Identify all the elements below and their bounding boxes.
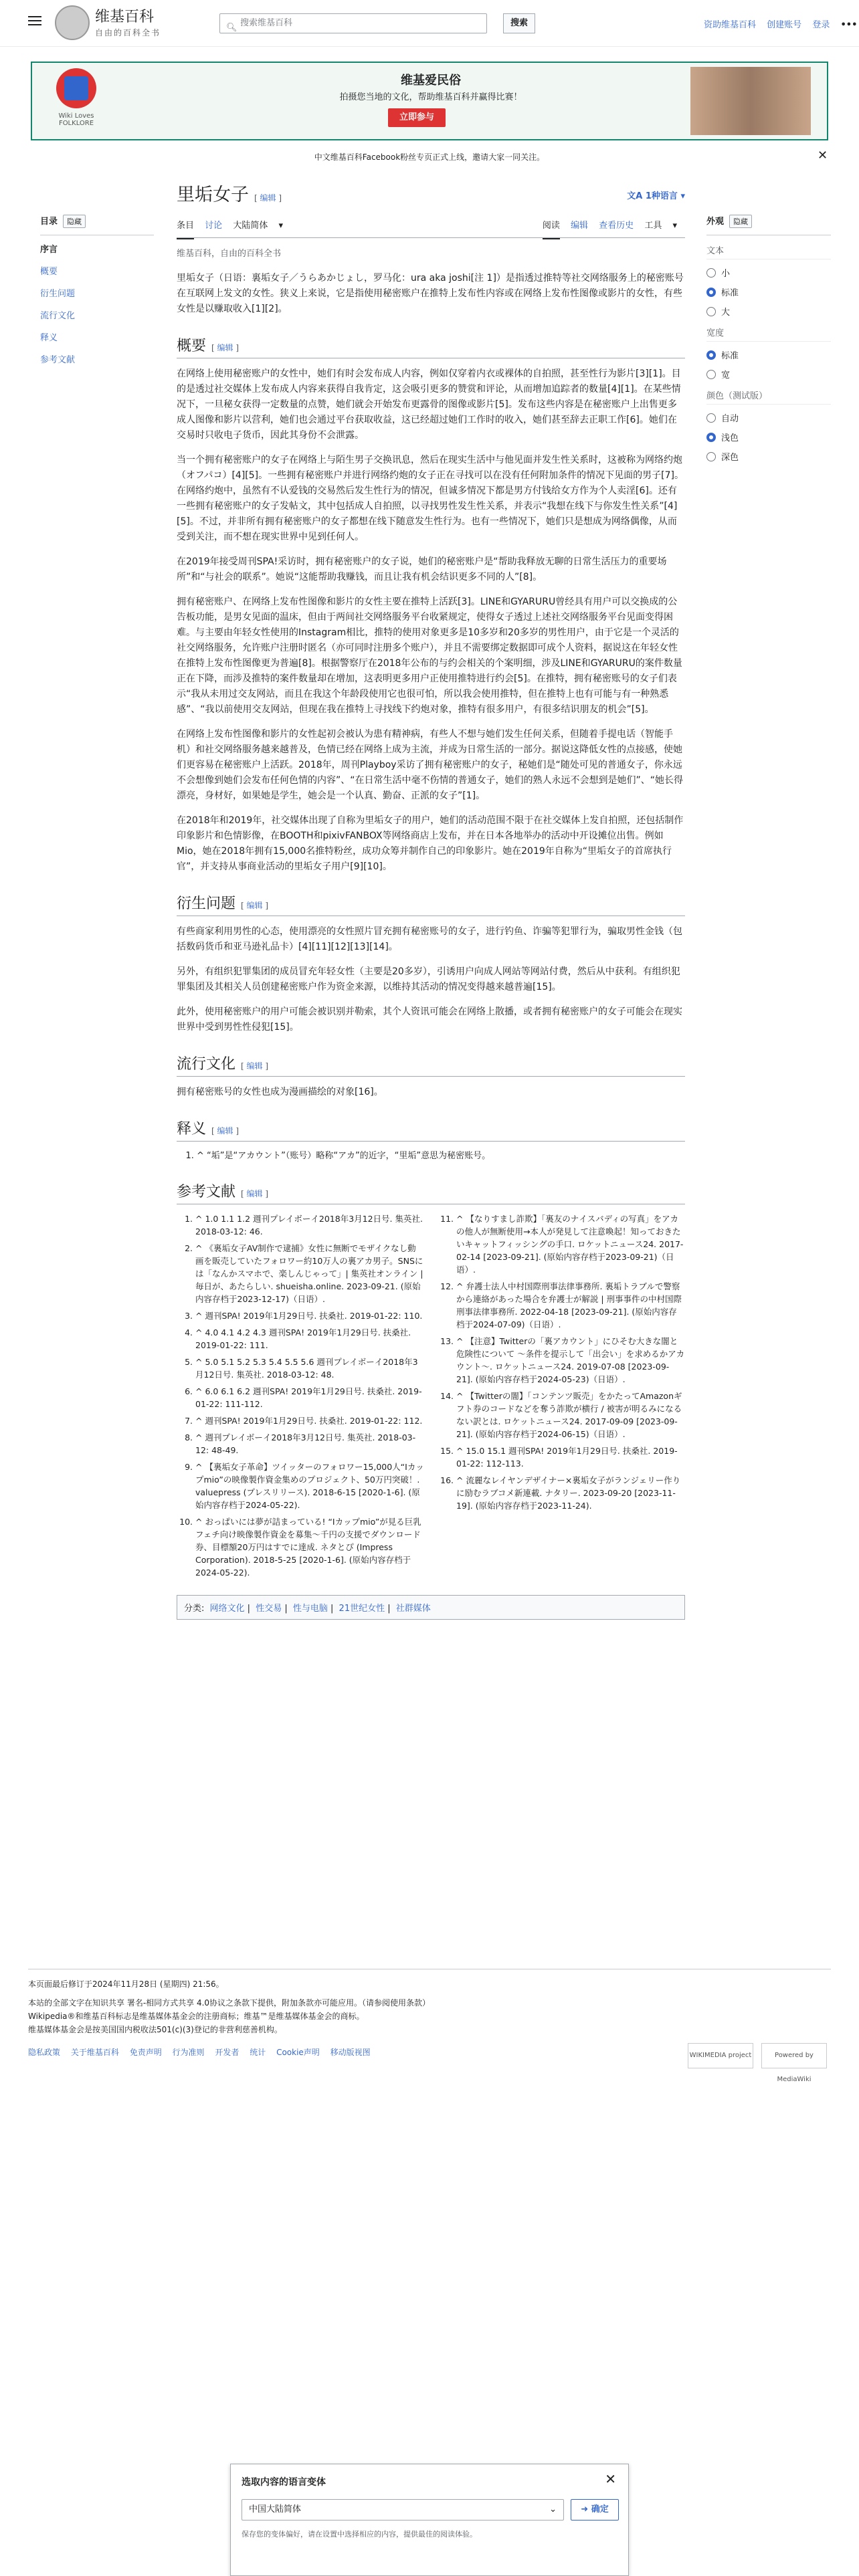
paragraph: 在网络上发布性图像和影片的女性起初会被认为患有精神病，有些人不想与她们发生任何关系，但随着手提电话（智能手机）和社交网络服务越来越普及，色情已经在网络上成为主流，并成为日常生活的一部分。据说这降低女性的点接感，使她们更容易在秘密账户上活跃。2018年，周刊Playboy采访了拥有秘密账户的女子，秘她们是“随处可见的普通女子，你永远不会想像到她们会发布任何色情的内容”、“在日常生活中毫不伤情的普通女子，她们的熟人永远不会想到是她们”、“她长得漂亮，身材好，如果她是学生，她会是一个认真、勤奋、正派的女子”[1]。	[177, 729, 684, 801]
note-item: 1. ^ “垢”是“アカウント”（账号）略称“アカ”的近字，“里垢”意思为秘密账号。	[197, 1150, 685, 1163]
site-notice: 中文维基百科Facebook粉丝专页正式上线，邀请大家一同关注。	[314, 152, 545, 162]
confirm-button[interactable]: ➜ 确定	[571, 2499, 619, 2520]
paragraph: 拥有秘密账号的女性也成为漫画描绘的对象[16]。	[177, 1087, 383, 1097]
heading-text: 衍生问题	[177, 895, 236, 912]
variant-select[interactable]	[242, 2499, 564, 2520]
section-heading-notes	[177, 1117, 685, 1142]
logo-caption: Wiki Loves FOLKLORE	[58, 112, 94, 127]
text-size-small[interactable]	[706, 266, 831, 279]
toc-title: 目录	[40, 217, 58, 227]
tab-talk[interactable]: 讨论	[205, 221, 223, 231]
radio[interactable]	[706, 268, 716, 278]
trademark-text: Wikipedia®和维基百科标志是维基媒体基金会的注册商标；维基™是维基媒体基金会的商标。	[28, 2012, 365, 2021]
personal-links	[704, 17, 859, 30]
page-actions	[543, 214, 685, 239]
brand-slogan: 自由的百科全书	[95, 28, 161, 37]
brand-name[interactable]: 维基百科	[95, 9, 155, 25]
reference-item: 16. ^ 流麗なレイヤンデザイナー×裏垢女子がランジェリー作りに励むラブコメ新連載. ナタリー. 2023-09-20 [2023-11-19]. (原始内容存档于2023-11-24).	[456, 1474, 685, 1512]
title-row	[177, 181, 685, 210]
toc-hide-button[interactable]: 隐藏	[63, 215, 86, 228]
references-col-right	[438, 1212, 685, 1583]
option-label: 小	[721, 269, 731, 279]
appearance-hide-button[interactable]: 隐藏	[729, 215, 752, 228]
category-link[interactable]: 网络文化	[209, 1604, 245, 1614]
reference-item: 1. ^ 1.0 1.1 1.2 週刊プレイボーイ2018年3月12日号. 集英社. 2018-03-12: 46.	[195, 1212, 424, 1238]
title-edit: [ 编辑 ]	[254, 193, 282, 203]
option-label: 自动	[721, 414, 739, 424]
text-size-large[interactable]	[706, 305, 831, 318]
toc-item-culture[interactable]: 流行文化	[40, 311, 76, 321]
license-text: 本站的全部文字在知识共享 署名-相同方式共享 4.0协议之条款下提供，附加条款亦可能应用。（请参阅使用条款）	[28, 1998, 431, 2008]
reference-item: 15. ^ 15.0 15.1 週刊SPA! 2019年1月29日号. 扶桑社. 2019-01-22: 112-113.	[456, 1444, 685, 1470]
section-edit-link[interactable]: 编辑	[217, 343, 233, 352]
footer-link[interactable]: 开发者	[215, 2048, 240, 2057]
option-label: 浅色	[721, 433, 739, 443]
search-button[interactable]: 搜索	[503, 13, 535, 33]
reference-item: 11. ^ 【なりすまし詐欺】「裏友のナイスバディの写真」をアカの他人が無断使用→本人が発見して注意喚起！知っておきたいキャットフィッシングの手口. ロケットニュース24. 2017-02-14 [2023-09-21]. (原始内容存档于2023-09-21)（日语）.	[456, 1212, 685, 1276]
text-size-label: 文本	[706, 243, 831, 259]
reference-item: 10. ^ おっぱいには夢が詰まっている! “Iカップmio”が見る巨乳フェチ向け映像製作資金を募集〜千円の支援でダウンロード券、目標額20万円はすでに達成. ネタとぴ (Impress Corporation). 2018-5-25 [2020-1-6]. (原始内容存档于2024-05-22).	[195, 1515, 424, 1579]
paragraph: 有些商家利用男性的心态，使用漂亮的女性照片冒充拥有秘密账号的女子，进行钓鱼、诈骗等犯罪行为，骗取男性金钱（包括数码货币和亚马逊礼品卡）[4][11][12][13][14]。	[177, 926, 682, 952]
reference-item: 14. ^ 【Twitterの闇】「コンテンツ販売」をかたってAmazonギフト券のコードなどを奪う詐欺が横行 / 被害が明るみになるない訳とは. ロケットニュース24. 2017-09-09 [2023-09-21]. (原始内容存档于2024-06-15)（日语）.	[456, 1390, 685, 1440]
section-edit: [ 编辑 ]	[241, 901, 269, 910]
wikipedia-logo[interactable]	[55, 5, 90, 40]
appearance-title: 外观	[706, 217, 725, 227]
language-button[interactable]: 文A 1种语言 ▾	[627, 191, 685, 201]
page-tabs	[177, 214, 685, 238]
reference-item: 2. ^ 《裏垢女子AV制作で逮捕》女性に無断でモザイクなし動画を販売していたフォロワー約10万人の裏アカ男子。SNSには「なんかスマホで、楽しんじゃって」| 集英社オンライン | 毎日が、あたらしい. shueisha.online. 2023-09-21. (原始内容存档于2023-12-17)（日语）.	[195, 1242, 424, 1305]
tab-history[interactable]: 查看历史	[599, 221, 634, 231]
chevron-down-icon: ⌄	[549, 2504, 557, 2514]
width-wide[interactable]	[706, 368, 831, 381]
reference-item: 8. ^ 週刊プレイボーイ2018年3月12日号. 集英社. 2018-03-12: 48-49.	[195, 1431, 424, 1457]
footer-link[interactable]: 行为准则	[172, 2048, 205, 2057]
color-light[interactable]	[706, 431, 831, 443]
menu-icon[interactable]	[28, 16, 41, 25]
search-placeholder: 搜索维基百科	[240, 18, 293, 28]
reference-item: 6. ^ 6.0 6.1 6.2 週刊SPA! 2019年1月29日号. 扶桑社. 2019-01-22: 111-112.	[195, 1385, 424, 1410]
banner-title: 维基爱民俗	[401, 74, 461, 88]
create-account-link[interactable]: 创建账号	[767, 20, 802, 30]
title-text: 里垢女子	[177, 185, 249, 205]
text-size-standard[interactable]	[706, 286, 831, 298]
paragraph: 在2019年接受周刊SPA!采访时，拥有秘密账户的女子说，她们的秘密账户是“帮助我释放无聊的日常生活压力的重要场所”和“与社会的联系”。她说“这能帮助我赚钱，而且让我有机会结识更多不同的人”[8]。	[177, 556, 667, 582]
dialog-title: 选取内容的语言变体	[242, 2477, 326, 2488]
page-title	[177, 181, 685, 210]
notes-list	[177, 1150, 685, 1163]
foundation-text: 维基媒体基金会是按美国国内税收法501(c)(3)登记的非营利慈善机构。	[28, 2025, 282, 2034]
tab-edit[interactable]: 编辑	[571, 221, 589, 231]
radio[interactable]	[706, 370, 716, 379]
lead-paragraph: 里垢女子（日语：裏垢女子／うらあかじょし，罗马化：ura aka joshi[注 1]）是指透过推特等社交网络服务上的秘密账号在互联网上发文的女性。狭义上来说，它是指使用秘密账户在推特上发布性内容或在网络上发布性图像或影片的女性，有些女性是以赚取收入[1][2]。	[177, 273, 684, 314]
color-auto[interactable]	[706, 411, 831, 424]
table-of-contents	[40, 214, 154, 374]
dialog-hint: 保存您的变体偏好，请在设置中选择相应的内容，提供最佳的阅读体验。	[242, 2530, 477, 2539]
option-label: 大	[721, 308, 731, 318]
radio[interactable]	[706, 350, 716, 360]
section-edit: [ 编辑 ]	[211, 1126, 240, 1136]
section-edit-link[interactable]: 编辑	[246, 1189, 263, 1198]
paragraph: 另外，有组织犯罪集团的成员冒充年轻女性（主要是20多岁），引诱用户向成人网站等网站付费，然后从中获利。有组织犯罪集团及其相关人员创建秘密账户作为资金来源，以维持其活动的情况变得越来越普遍[15]。	[177, 966, 680, 992]
option-label: 宽	[721, 370, 731, 381]
article	[177, 181, 685, 1620]
category-link[interactable]: 性与电脑	[292, 1604, 328, 1614]
category-link[interactable]: 社群媒体	[395, 1604, 431, 1614]
section-edit: [ 编辑 ]	[211, 343, 240, 352]
appearance-header	[706, 214, 831, 235]
top-bar	[0, 0, 859, 47]
confirm-label: 确定	[591, 2504, 609, 2514]
color-dark[interactable]	[706, 450, 831, 463]
section-edit-link[interactable]: 编辑	[246, 1061, 263, 1071]
variant-dropdown[interactable]: 大陆简体 ▾	[233, 214, 283, 238]
section-heading-culture	[177, 1053, 685, 1077]
section-edit: [ 编辑 ]	[241, 1061, 269, 1071]
radio[interactable]	[706, 288, 716, 297]
width-label: 宽度	[706, 326, 831, 342]
participate-button[interactable]: 立即参与	[388, 108, 446, 127]
paragraph: 拥有秘密账户、在网络上发布性图像和影片的女性主要在推特上活跃[3]。LINE和GYARURU曾经具有用户可以交换成的公告板功能，是男女见面的温床，但由于两间社交网络服务平台收紧规定，使得女子透过上述社交网络服务平台见面变得困难。与主要由年轻女性使用的Instagram相比，推特的使用对象更多是10多岁和20多岁的男性用户，由于它是一个灵活的社交网络服务，允许账户注册时匿名（亦可同时注册多个账户），并且不需要绑定数据即可成个人资料，据说这在年轻女性在推特上发布性图像更为普遍[8]。根据警察厅在2018年公布的与约会相关的个案明细，涉及LINE和GYARURU的案件数量正在下降，而涉及推特的案件数量却在增加，这表明更多用户正使用推特进行约会[5]。在推特，拥有秘密账号的女子们表示“我从未用过交友网站，而且在我这个年龄段使用它也很可怕，所以我会使用推特，但在推特上也有可能与有一种熟悉感”、“我以前使用交友网站，但现在我在推特上寻找线下约炮对象，推特有很多用户，有很多结识朋友的机会”[5]。	[177, 597, 682, 715]
radio[interactable]	[706, 452, 716, 461]
wikimedia-badge[interactable]: WIKIMEDIA project	[688, 2043, 753, 2068]
toc-item-notes[interactable]: 释义	[40, 333, 58, 343]
close-icon[interactable]: ✕	[818, 148, 828, 163]
section-heading-overview	[177, 334, 685, 358]
footer-link[interactable]: Cookie声明	[276, 2048, 320, 2057]
mediawiki-badge[interactable]: Powered by MediaWiki	[761, 2043, 827, 2068]
paragraph: 在2018年和2019年，社交媒体出现了自称为里垢女子的用户，她们的活动范围不限于在社交媒体上发自拍照，还包括制作印象影片和色情影像，在BOOTH和pixivFANBOX等网络商店上发布，并在日本各地举办的活动中开设摊位出售。例如Mio，她在2018年拥有15,000名推特粉丝，成功众筹并制作自己的印象影片。她在2019年自称为“里垢女子的首席执行官”，并支持从事商业活动的里垢女子用户[9][10]。	[177, 815, 684, 872]
last-modified: 本页面最后修订于2024年11月28日 (星期四) 21:56。	[28, 1979, 224, 1989]
paragraph: 此外，使用秘密账户的用户可能会被识别并勒索，其个人资讯可能会在网络上散播，或者拥有秘密账户的女子可能会在现实世界中受到男性性侵犯[15]。	[177, 1006, 682, 1033]
category-box: 分类: 网络文化 | 性交易 | 性与电脑 | 21世纪女性 | 社群媒体	[177, 1595, 685, 1620]
campaign-banner	[31, 62, 828, 140]
section-edit: [ 编辑 ]	[241, 1189, 269, 1198]
color-label: 颜色（测试版）	[706, 389, 831, 405]
option-label: 深色	[721, 453, 739, 463]
section-edit-link[interactable]: 编辑	[217, 1126, 233, 1136]
paragraph: 当一个拥有秘密账户的女子在网络上与陌生男子交换讯息，然后在现实生活中与他见面并发生性关系时，这被称为网络约炮（オフパコ）[4][5]。一些拥有秘密账户并进行网络约炮的女子正在寻找可以在没有任何附加条件的情况下见面的男子[7]。在网络约炮中，虽然有不认爱钱的交易然后发生性行为的情况，但诚多情况下都是男方付钱给女方作为个人卖淫[6]。还有一些拥有秘密账户的女子发帖文，其中包括成人自拍照，以寻找男性发生性关系，并表示“我想在线下与你发生性关系”[4][5]。不过，并非所有拥有秘密账户的女子都想在线下随意发生性行为。也有一些情况下，她们只是想成为网络偶像，从而受到关注，而不想在现实世界中见到任何人。	[177, 455, 684, 542]
radio[interactable]	[706, 307, 716, 316]
category-link[interactable]: 性交易	[256, 1604, 282, 1614]
banner-subtitle: 拍摄您当地的文化，帮助维基百科并赢得比赛！	[339, 92, 522, 102]
login-link[interactable]: 登录	[812, 20, 830, 30]
selected-variant: 中国大陆简体	[249, 2504, 302, 2514]
reference-item: 13. ^ 【注意】Twitterの「裏アカウント」にひそむ大きな闇と危険性について 〜条件を提示して「出会い」を求めるかアカウント〜. ロケットニュース24. 2019-07-08 [2023-09-21]. (原始内容存档于2024-05-23)（日语）.	[456, 1335, 685, 1386]
footer-link[interactable]: 统计	[250, 2048, 266, 2057]
footer	[28, 1969, 831, 2083]
category-label: 分类:	[184, 1604, 205, 1614]
toc-item-intro[interactable]: 序言	[40, 245, 58, 255]
tab-read[interactable]: 阅读	[543, 214, 560, 239]
reference-item: 7. ^ 週刊SPA! 2019年1月29日号. 扶桑社. 2019-01-22: 112.	[195, 1414, 424, 1427]
radio[interactable]	[706, 433, 716, 442]
banner-photo	[690, 67, 811, 135]
appearance-panel	[706, 214, 831, 469]
reference-item: 4. ^ 4.0 4.1 4.2 4.3 週刊SPA! 2019年1月29日号. 扶桑社. 2019-01-22: 111.	[195, 1326, 424, 1352]
reference-item: 12. ^ 弁護士法人中村国際刑事法律事務所. 裏垢トラブルで警察から連絡があった場合を弁護士が解説 | 刑事事件の中村国際刑事法律事務所. 2022-04-18 [2023-09-21]. (原始内容存档于2024-07-09)（日语）.	[456, 1280, 685, 1331]
close-icon[interactable]: ✕	[605, 2471, 616, 2487]
search-input[interactable]	[219, 13, 487, 33]
section-edit-link[interactable]: 编辑	[246, 901, 263, 910]
radio[interactable]	[706, 413, 716, 423]
tools-dropdown[interactable]: 工具 ▾	[644, 214, 677, 238]
toc-item-references[interactable]: 参考文献	[40, 355, 76, 365]
references	[177, 1212, 685, 1583]
footer-link[interactable]: 免责声明	[129, 2048, 162, 2057]
site-sub: 维基百科，自由的百科全书	[177, 249, 282, 259]
reference-item: 3. ^ 週刊SPA! 2019年1月29日号. 扶桑社. 2019-01-22: 110.	[195, 1309, 424, 1322]
category-link[interactable]: 21世纪女性	[339, 1604, 385, 1614]
heading-text: 释义	[177, 1121, 207, 1138]
footer-link[interactable]: 隐私政策	[28, 2048, 61, 2057]
footer-link[interactable]: 移动版视图	[330, 2048, 371, 2057]
section-heading-references	[177, 1180, 685, 1204]
more-icon[interactable]: •••	[840, 20, 858, 30]
toc-header	[40, 214, 154, 235]
language-count: 1种语言	[645, 191, 678, 201]
variant-label: 大陆简体	[233, 221, 268, 231]
paragraph: 在网络上使用秘密账户的女性中，她们有时会发布成人内容，例如仅穿着内衣或裸体的自拍照，甚至性行为影片[3][1]。目的是透过社交媒体上发布成人内容来获得自我肯定，这会吸引更多的赞赏和评论，从而增加追踪者的数量[4][1]。在某些情况下，一旦秘女获得一定数量的点赞，她们就会开始发布更露骨的图像或影片[5]。发布这些内容是在秘密账户上出售更多成人图像和影片以营利，她们也会通过平台获取收益，这已经超过她们工作时的收入，她们甚至辞去正职工作[6]。她们在交易时只收电子货币，因此其身份不会泄露。	[177, 368, 681, 441]
heading-text: 流行文化	[177, 1056, 236, 1073]
reference-item: 5. ^ 5.0 5.1 5.2 5.3 5.4 5.5 5.6 週刊プレイボーイ2018年3月12日号. 集英社. 2018-03-12: 48.	[195, 1356, 424, 1381]
toc-item-issues[interactable]: 衍生问题	[40, 289, 76, 299]
footer-link[interactable]: 关于维基百科	[70, 2048, 119, 2057]
tab-article[interactable]: 条目	[177, 214, 194, 239]
donate-link[interactable]: 资助维基百科	[704, 20, 757, 30]
search-icon: 🔍︎	[226, 23, 237, 33]
option-label: 标准	[721, 351, 739, 361]
tools-label: 工具	[644, 221, 662, 231]
option-label: 标准	[721, 288, 739, 298]
section-heading-issues	[177, 892, 685, 916]
width-standard[interactable]	[706, 348, 831, 361]
variant-dialog	[230, 2464, 629, 2576]
heading-text: 参考文献	[177, 1184, 236, 1200]
references-col-left	[177, 1212, 424, 1583]
heading-text: 概要	[177, 338, 207, 354]
reference-item: 9. ^ 【裏垢女子革命】ツイッターのフォロワー15,000人“Iカップmio”の映像製作資金集めのプロジェクト、50万円突破！. valuepress (プレスリリース). 2018-6-15 [2020-1-6]. (原始内容存档于2024-05-22).	[195, 1461, 424, 1511]
toc-item-overview[interactable]: 概要	[40, 267, 58, 277]
title-edit-link[interactable]: 编辑	[260, 193, 276, 203]
